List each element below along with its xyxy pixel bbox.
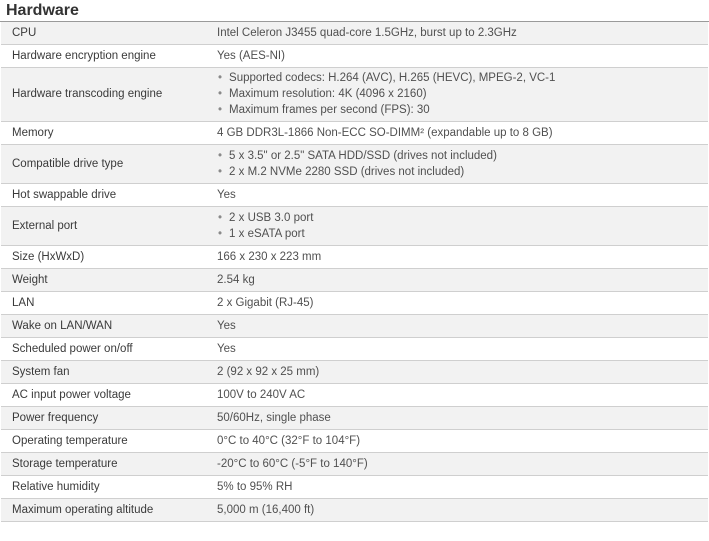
spec-value bbox=[207, 67, 708, 121]
spec-value bbox=[207, 144, 708, 183]
spec-value: 2.54 kg bbox=[217, 273, 255, 286]
spec-row bbox=[1, 121, 708, 144]
spec-value: 100V to 240V AC bbox=[217, 388, 306, 401]
spec-value-list bbox=[217, 70, 708, 118]
spec-row bbox=[1, 360, 708, 383]
spec-value: 4 GB DDR3L-1866 Non-ECC SO-DIMM² (expandable up to 8 GB) bbox=[217, 126, 553, 139]
spec-row bbox=[1, 475, 708, 498]
spec-label: System fan bbox=[12, 365, 70, 378]
spec-value: 2 (92 x 92 x 25 mm) bbox=[217, 365, 320, 378]
spec-label: LAN bbox=[12, 296, 35, 309]
spec-label: Hardware transcoding engine bbox=[12, 88, 163, 100]
spec-label: AC input power voltage bbox=[12, 388, 131, 401]
section-title: Hardware bbox=[0, 0, 709, 22]
spec-value: Yes (AES-NI) bbox=[217, 49, 285, 62]
spec-label: External port bbox=[12, 219, 78, 232]
spec-label: CPU bbox=[12, 26, 37, 39]
spec-value: 0°C to 40°C (32°F to 104°F) bbox=[217, 434, 361, 447]
spec-label: Storage temperature bbox=[12, 457, 118, 470]
spec-label: Weight bbox=[12, 273, 48, 286]
spec-value: 5% to 95% RH bbox=[217, 480, 293, 493]
spec-label: Scheduled power on/off bbox=[12, 342, 133, 355]
spec-value: -20°C to 60°C (-5°F to 140°F) bbox=[217, 457, 368, 470]
spec-value-item: • 2 x USB 3.0 port bbox=[217, 210, 708, 226]
spec-label: Relative humidity bbox=[12, 480, 100, 493]
spec-value-item: • 1 x eSATA port bbox=[217, 226, 708, 242]
spec-value: Yes bbox=[217, 342, 236, 355]
spec-label: Memory bbox=[12, 126, 54, 139]
spec-value-list bbox=[217, 148, 708, 180]
spec-row bbox=[1, 67, 708, 121]
spec-label: Compatible drive type bbox=[12, 157, 124, 170]
spec-table bbox=[1, 22, 708, 522]
spec-value: 50/60Hz, single phase bbox=[217, 411, 331, 424]
spec-row bbox=[1, 183, 708, 206]
spec-row bbox=[1, 206, 708, 245]
spec-row bbox=[1, 144, 708, 183]
spec-value bbox=[207, 206, 708, 245]
spec-row bbox=[1, 314, 708, 337]
spec-row bbox=[1, 452, 708, 475]
spec-row bbox=[1, 291, 708, 314]
spec-value: Yes bbox=[217, 319, 236, 332]
spec-value-item: • Maximum resolution: 4K (4096 x 2160) bbox=[217, 86, 708, 102]
spec-value-item: • Supported codecs: H.264 (AVC), H.265 (HEVC), MPEG-2, VC-1 bbox=[217, 70, 708, 86]
spec-row bbox=[1, 268, 708, 291]
spec-label: Wake on LAN/WAN bbox=[12, 319, 113, 332]
spec-row bbox=[1, 245, 708, 268]
spec-label: Power frequency bbox=[12, 411, 99, 424]
spec-label: Operating temperature bbox=[12, 434, 128, 447]
spec-value-item: • Maximum frames per second (FPS): 30 bbox=[217, 102, 708, 118]
spec-row bbox=[1, 337, 708, 360]
spec-row bbox=[1, 406, 708, 429]
spec-value: 166 x 230 x 223 mm bbox=[217, 250, 322, 263]
spec-label: Hardware encryption engine bbox=[12, 49, 156, 62]
spec-value: Intel Celeron J3455 quad-core 1.5GHz, burst up to 2.3GHz bbox=[217, 26, 517, 39]
spec-row bbox=[1, 44, 708, 67]
spec-row bbox=[1, 383, 708, 406]
spec-value-list bbox=[217, 210, 708, 242]
spec-row bbox=[1, 22, 708, 44]
spec-row bbox=[1, 429, 708, 452]
spec-label: Maximum operating altitude bbox=[12, 503, 154, 516]
spec-value: 5,000 m (16,400 ft) bbox=[217, 503, 315, 516]
spec-value: 2 x Gigabit (RJ-45) bbox=[217, 296, 314, 309]
spec-value-item: • 2 x M.2 NVMe 2280 SSD (drives not included) bbox=[217, 164, 708, 180]
spec-label: Hot swappable drive bbox=[12, 188, 117, 201]
spec-value-item: • 5 x 3.5" or 2.5" SATA HDD/SSD (drives not included) bbox=[217, 148, 708, 164]
spec-row bbox=[1, 498, 708, 521]
spec-label: Size (HxWxD) bbox=[12, 250, 85, 263]
spec-value: Yes bbox=[217, 188, 236, 201]
